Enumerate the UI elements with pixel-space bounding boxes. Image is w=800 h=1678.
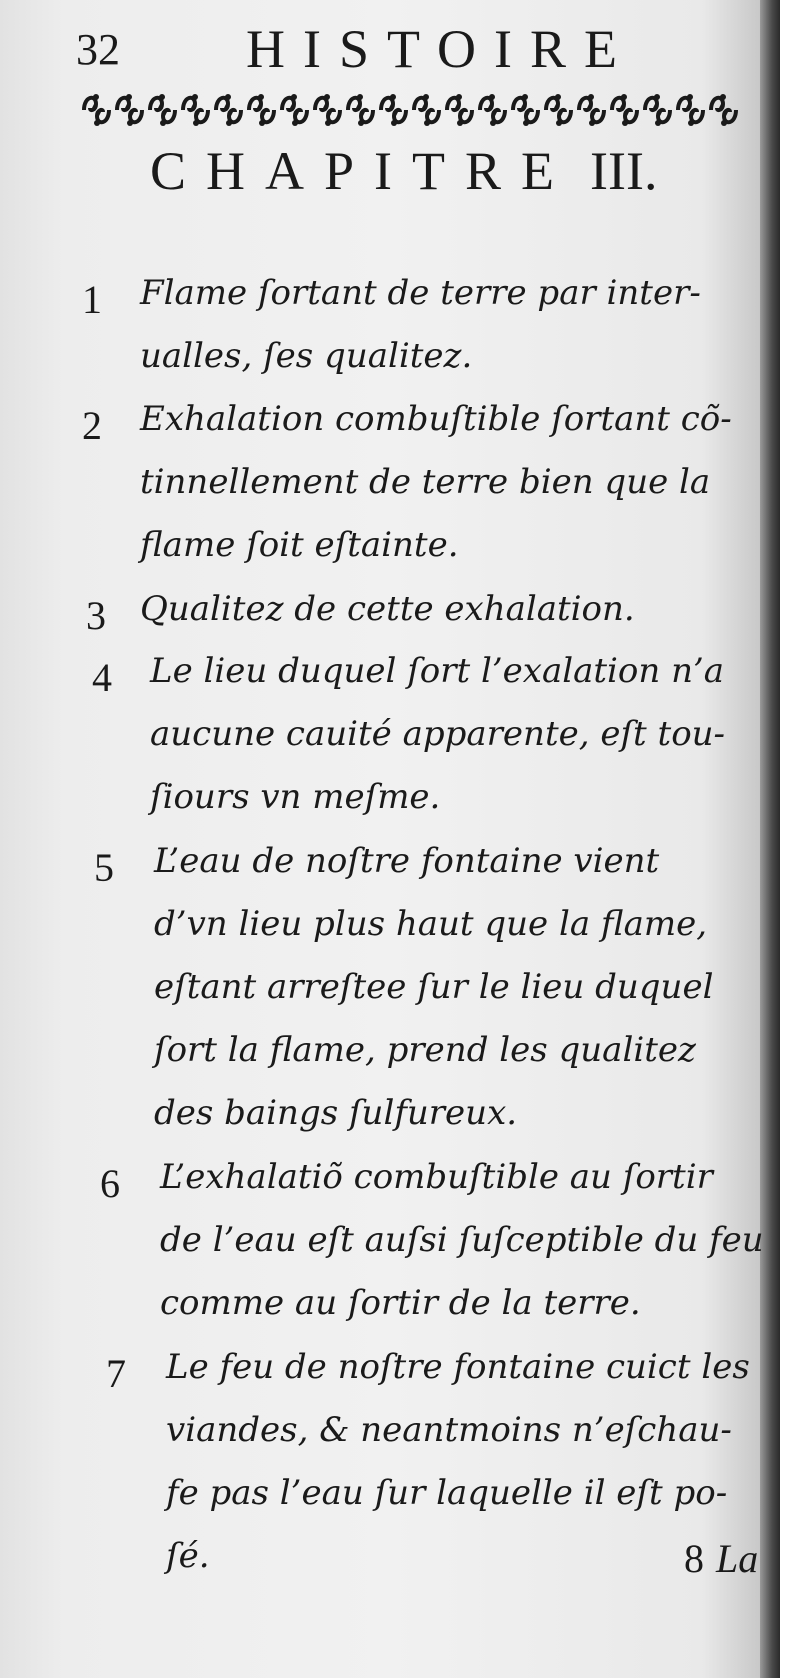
chapter-heading — [150, 140, 710, 210]
entry-line: Le feu de noſtre fontaine cuict les — [166, 1347, 750, 1387]
entry-line: des baings ſulfureux. — [154, 1093, 518, 1133]
fleuron-ornament — [381, 94, 406, 126]
page-gutter-shadow — [760, 0, 780, 1678]
entry-line: tinnellement de terre bien que la — [140, 462, 711, 502]
fleuron-ornament — [315, 94, 340, 126]
fleuron-ornament — [348, 94, 373, 126]
entry-line: ſé. — [166, 1536, 210, 1576]
entry-line: ſort la flame, prend les qualitez — [154, 1030, 696, 1070]
entry-line: fe pas l’eau ſur laquelle il eſt po- — [166, 1473, 728, 1513]
entry-number: 7 — [106, 1351, 126, 1396]
fleuron-ornament — [579, 94, 604, 126]
ornamental-band — [80, 90, 740, 130]
entry-line: L’exhalatiõ combuſtible au ſortir — [160, 1157, 713, 1197]
entry-line: Flame ſortant de terre par inter- — [140, 273, 701, 313]
fleuron-ornament — [249, 94, 274, 126]
entry-number: 5 — [94, 845, 114, 890]
chapter-word: CHAPITRE — [150, 141, 575, 201]
fleuron-ornament — [447, 94, 472, 126]
running-head — [76, 18, 676, 78]
fleuron-ornament — [711, 94, 736, 126]
fleuron-ornament — [546, 94, 571, 126]
entry-number: 2 — [82, 403, 102, 448]
entry-line: Le lieu duquel ſort l’exalation n’a — [150, 651, 725, 691]
entry-line: ſiours vn meſme. — [150, 777, 441, 817]
fleuron-ornament — [84, 94, 109, 126]
fleuron-ornament — [183, 94, 208, 126]
entry-line: comme au ſortir de la terre. — [160, 1283, 641, 1323]
fleuron-ornament — [216, 94, 241, 126]
fleuron-ornament — [480, 94, 505, 126]
chapter-number: III. — [590, 141, 658, 201]
entry-line: eſtant arreſtee ſur le lieu duquel — [154, 967, 714, 1007]
page-number: 32 — [76, 25, 120, 74]
fleuron-ornament — [513, 94, 538, 126]
fleuron-ornament — [414, 94, 439, 126]
entry-line: viandes, & neantmoins n’eſchau- — [166, 1410, 732, 1450]
fleuron-ornament — [612, 94, 637, 126]
entry-line: d’vn lieu plus haut que la flame, — [154, 904, 708, 944]
entry-number: 1 — [82, 277, 102, 322]
entry-line: ualles, ſes qualitez. — [140, 336, 473, 376]
catchword-number: 8 — [684, 1536, 704, 1581]
fleuron-ornament — [645, 94, 670, 126]
entry-line: Exhalation combuſtible ſortant cõ- — [140, 399, 732, 439]
entry-number: 6 — [100, 1161, 120, 1206]
catchword — [684, 1535, 758, 1582]
fleuron-ornament — [150, 94, 175, 126]
entry-line: L’eau de noſtre fontaine vient — [154, 841, 660, 881]
entry-line: flame ſoit eſtainte. — [140, 525, 459, 565]
entry-line: aucune cauité apparente, eſt tou- — [150, 714, 726, 754]
fleuron-ornament — [117, 94, 142, 126]
catchword-text: La — [716, 1536, 759, 1581]
entry-number: 4 — [92, 655, 112, 700]
entry-line: de l’eau eſt auſsi ſuſceptible du feu — [160, 1220, 764, 1260]
entry-number: 3 — [86, 593, 106, 638]
fleuron-ornament — [282, 94, 307, 126]
fleuron-ornament — [678, 94, 703, 126]
running-title: HISTOIRE — [246, 19, 636, 79]
entry-line: Qualitez de cette exhalation. — [140, 589, 635, 629]
